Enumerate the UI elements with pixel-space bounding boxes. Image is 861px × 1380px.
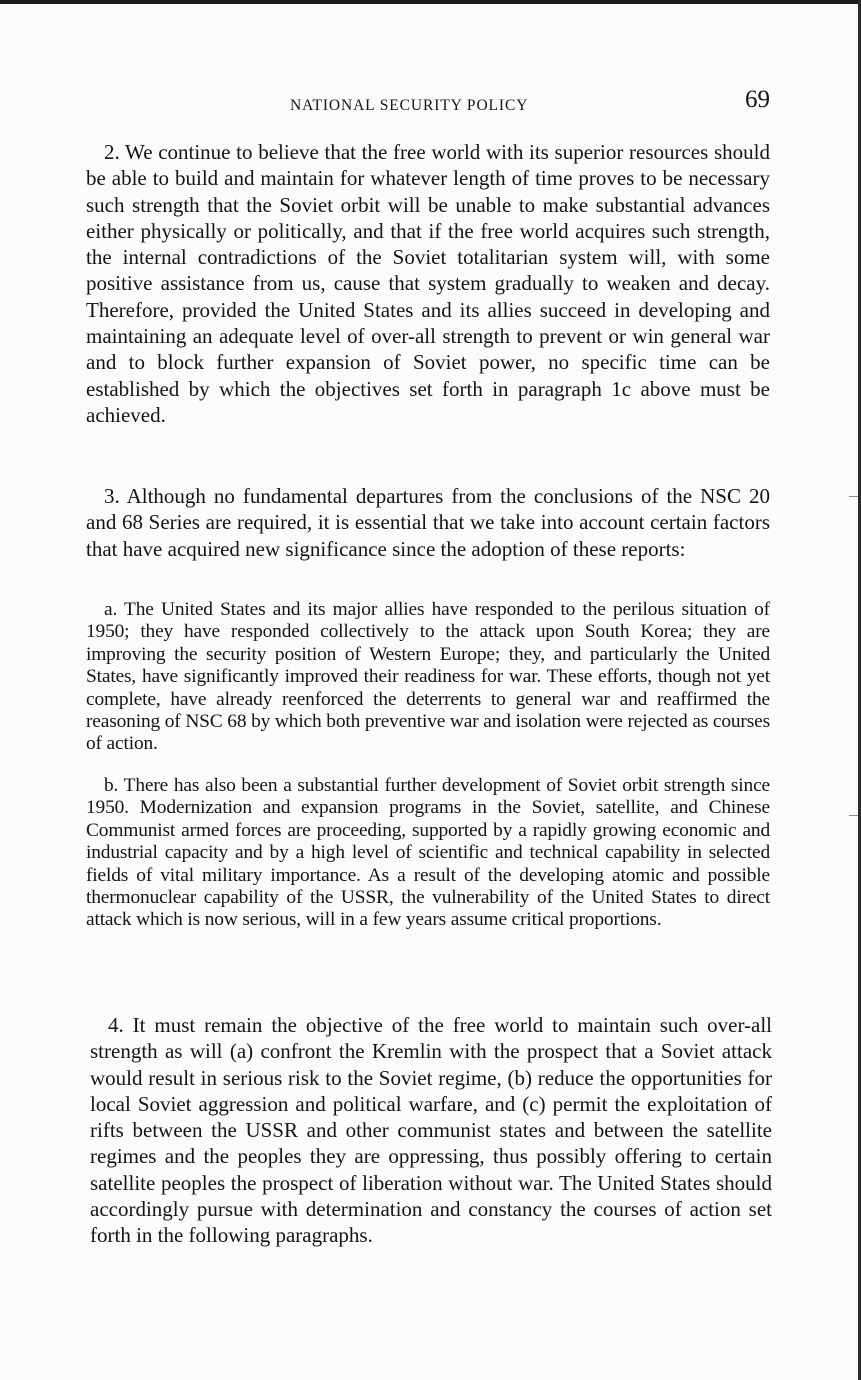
top-border-line	[0, 0, 861, 4]
paragraph-4: 4. It must remain the objective of the free world to maintain such over-all strength as will (a) confront the Kremlin with the prospect that a Soviet attack would result in serious risk to the Soviet regime, (b) reduce the opportunities for local Soviet aggression and political warfare, and (c) permit the exploitation of rifts between the USSR and other communist states and between the satellite regimes and the peoples they are oppressing, thus possibly offering to certain satellite peoples the prospect of liberation without war. The United States should accordingly pursue with determination and constancy the courses of action set forth in the following paragraphs.	[90, 1013, 772, 1248]
margin-tick-mark	[849, 815, 858, 816]
paragraph-3a: a. The United States and its major allies have responded to the perilous situation of 1950; they have responded collectively to the attack upon South Korea; they are improving the security position of Western Europe; they, and particularly the United States, have significantly improved their readiness for war. These efforts, though not yet complete, have already reenforced the deterrents to general war and reaffirmed the reasoning of NSC 68 by which both preventive war and isolation were rejected as courses of action.	[86, 599, 770, 755]
page-number: 69	[745, 86, 770, 113]
margin-tick-mark	[849, 496, 858, 497]
running-head: NATIONAL SECURITY POLICY	[290, 97, 529, 114]
paragraph-3: 3. Although no fundamental departures from the conclusions of the NSC 20 and 68 Series are required, it is essential that we take into account certain factors that have acquired new significance since the adoption of these reports:	[86, 484, 770, 561]
paragraph-3b: b. There has also been a substantial further development of Soviet orbit strength since 1950. Modernization and expansion programs in the Soviet, satellite, and Chinese Communist armed forces are proceeding, supported by a rapidly growing economic and industrial capacity and by a high level of scientific and technical capability in selected fields of vital military importance. As a result of the developing atomic and possible thermonuclear capability of the USSR, the vulnerability of the United States to direct attack which is now serious, will in a few years assume critical proportions.	[86, 775, 770, 931]
paragraph-2: 2. We continue to believe that the free world with its superior resources should be able to build and maintain for whatever length of time proves to be necessary such strength that the Soviet orbit will be unable to make substantial advances either physically or politically, and that if the free world acquires such strength, the internal contradictions of the Soviet totalitarian system will, with some positive assistance from us, cause that system gradually to weaken and decay. Therefore, provided the United States and its allies succeed in developing and maintaining an adequate level of over-all strength to prevent or win general war and to block further expansion of Soviet power, no specific time can be established by which the objectives set forth in paragraph 1c above must be achieved.	[86, 140, 770, 427]
